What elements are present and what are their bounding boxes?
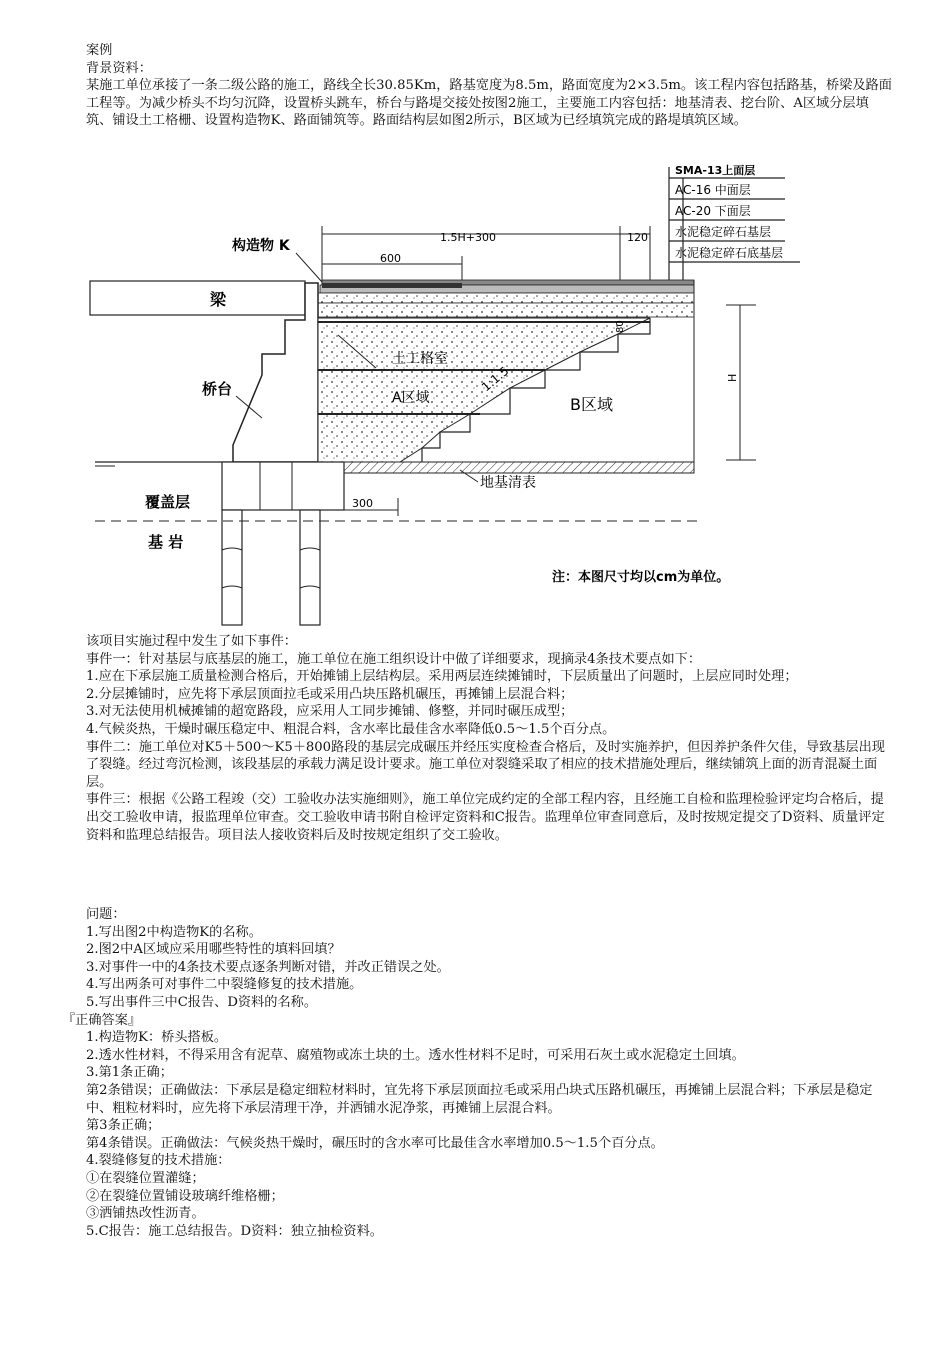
- pile-cap: [222, 462, 344, 510]
- answer-1: 1.构造物K：桥头搭板。: [86, 1030, 228, 1046]
- answer-4-1: ①在裂缝位置灌缝；: [86, 1170, 205, 1186]
- question-2: 2.图2中A区域应采用哪些特性的填料回填？: [86, 942, 341, 958]
- layer-label: 水泥稳定碎石底基层: [675, 246, 784, 260]
- event-1-point-2: 2.分层摊铺时，应先将下承层顶面拉毛或采用凸块压路机碾压，再摊铺上层混合料；: [86, 686, 574, 702]
- question-5: 5.写出事件三中C报告、D资料的名称。: [86, 994, 318, 1010]
- case-title: 案例: [86, 43, 113, 58]
- answer-4: 4.裂缝修复的技术措施：: [86, 1153, 231, 1169]
- event-3: 事件三：根据《公路工程竣（交）工验收办法实施细则》，施工单位完成约定的全部工程内容，且经施工自检和监理检验评定均合格后，提出交工验收申请，报监理单位审查。交工验收申请书附自检评定资料和C报告。监理单位审查同意后，及时按规定提交了D资料、质量评定资料和监理总结报告。项目法人接收资料后及时按规定组织了交工验收。: [86, 792, 885, 843]
- beam: [90, 281, 305, 315]
- dim-120: 120: [627, 231, 648, 244]
- answer-5: 5.C报告：施工总结报告。D资料：独立抽检资料。: [86, 1223, 383, 1239]
- answer-3-3: 第3条正确；: [86, 1118, 161, 1134]
- question-4: 4.写出两条可对事件二中裂缝修复的技术措施。: [86, 977, 363, 993]
- background-paragraph: 某施工单位承接了一条二级公路的施工，路线全长30.85Km，路基宽度为8.5m，路面宽度为2×3.5m。该工程内容包括路基，桥梁及路面工程等。为减少桥头不均匀沉降，设置桥头跳车，桥台与路堤交接处按图2施工，主要施工内容包括：地基清表、挖台阶、A区域分层填筑、铺设土工格栅、设置构造物K、路面铺筑等。路面结构层如图2所示，B区域为已经填筑完成的路堤填筑区域。: [86, 78, 892, 129]
- answers-label: 『正确答案』: [62, 1012, 142, 1028]
- label-overburden: 覆盖层: [145, 493, 191, 511]
- answer-3-1: 3.第1条正确；: [86, 1065, 173, 1081]
- background-label: 背景资料：: [86, 60, 152, 76]
- dim-600: 600: [380, 252, 401, 265]
- qa-section: [62, 906, 892, 1240]
- event-1-point-4: 4.气候炎热，干燥时碾压稳定中、粗混合料，含水率比最佳含水率降低0.5～1.5个百分点。: [86, 721, 616, 737]
- event-1-point-1: 1.应在下承层施工质量检测合格后，开始摊铺上层结构层。采用两层连续摊铺时，下层质量出了问题时，上层应同时处理；: [86, 669, 798, 685]
- label-abutment: 桥台: [202, 380, 233, 398]
- question-1: 1.写出图2中构造物K的名称。: [86, 924, 262, 940]
- label-clearing: 地基清表: [480, 475, 536, 491]
- answer-3-2: 第2条错误；正确做法：下承层是稳定细粒材料时，宜先将下承层顶面拉毛或采用凸块式压路机碾压，再摊铺上层混合料；下承层是稳定中、粗粒材料时，应先将下承层清理干净，并洒铺水泥净浆，再摊铺上层混合料。: [86, 1082, 873, 1116]
- label-beam: 梁: [210, 290, 227, 309]
- questions-label: 问题：: [86, 907, 126, 922]
- figure-note: 注：本图尺寸均以cm为单位。: [552, 570, 730, 585]
- dim-300: 300: [352, 497, 373, 510]
- layer-label: 水泥稳定碎石基层: [675, 225, 772, 239]
- event-1-intro: 事件一：针对基层与底基层的施工，施工单位在施工组织设计中做了详细要求，现摘录4条技术要点如下：: [86, 651, 702, 667]
- dim-1-5h-300: 1.5H+300: [440, 231, 496, 244]
- dim-80: 80: [615, 320, 626, 333]
- answer-3-4: 第4条错误。正确做法：气候炎热干燥时，碾压时的含水率可比最佳含水率增加0.5～1.5个百分点。: [86, 1135, 664, 1151]
- label-structure-k: 构造物 K: [232, 238, 290, 254]
- layer-label: SMA-13上面层: [675, 164, 756, 177]
- label-bedrock: 基 岩: [148, 533, 184, 551]
- events-section: [62, 633, 892, 844]
- layer-label: AC-16 中面层: [675, 183, 751, 197]
- question-3: 3.对事件一中的4条技术要点逐条判断对错，并改正错误之处。: [86, 959, 450, 975]
- event-2: 事件二：施工单位对K5＋500～K5＋800路段的基层完成碾压并经压实度检查合格后，及时实施养护，但因养护条件欠佳，导致基层出现了裂缝。经过弯沉检测，该段基层的承载力满足设计要求。施工单位对裂缝采取了相应的技术措施处理后，继续铺筑上面的沥青混凝土面层。: [86, 739, 885, 790]
- layer-label: AC-20 下面层: [675, 204, 751, 218]
- dim-h: H: [726, 373, 739, 382]
- answer-4-2: ②在裂缝位置铺设玻璃纤维格栅；: [86, 1188, 284, 1204]
- answer-4-3: ③洒铺热改性沥青。: [86, 1206, 205, 1222]
- label-geogrid: 土工格室: [392, 351, 448, 367]
- label-slope: 1:1.5: [478, 363, 512, 395]
- answer-2: 2.透水性材料，不得采用含有泥草、腐殖物或冻土块的土。透水性材料不足时，可采用石灰土或水泥稳定土回填。: [86, 1047, 745, 1063]
- event-1-point-3: 3.对无法使用机械摊铺的超宽路段，应采用人工同步摊铺、修整，并同时碾压成型；: [86, 704, 574, 720]
- structure-k-slab: [322, 283, 462, 288]
- figure-2-diagram: [0, 0, 950, 640]
- events-intro: 该项目实施过程中发生了如下事件：: [86, 634, 297, 649]
- label-zone-a: A区域: [392, 390, 430, 406]
- label-zone-b: B区域: [570, 395, 613, 414]
